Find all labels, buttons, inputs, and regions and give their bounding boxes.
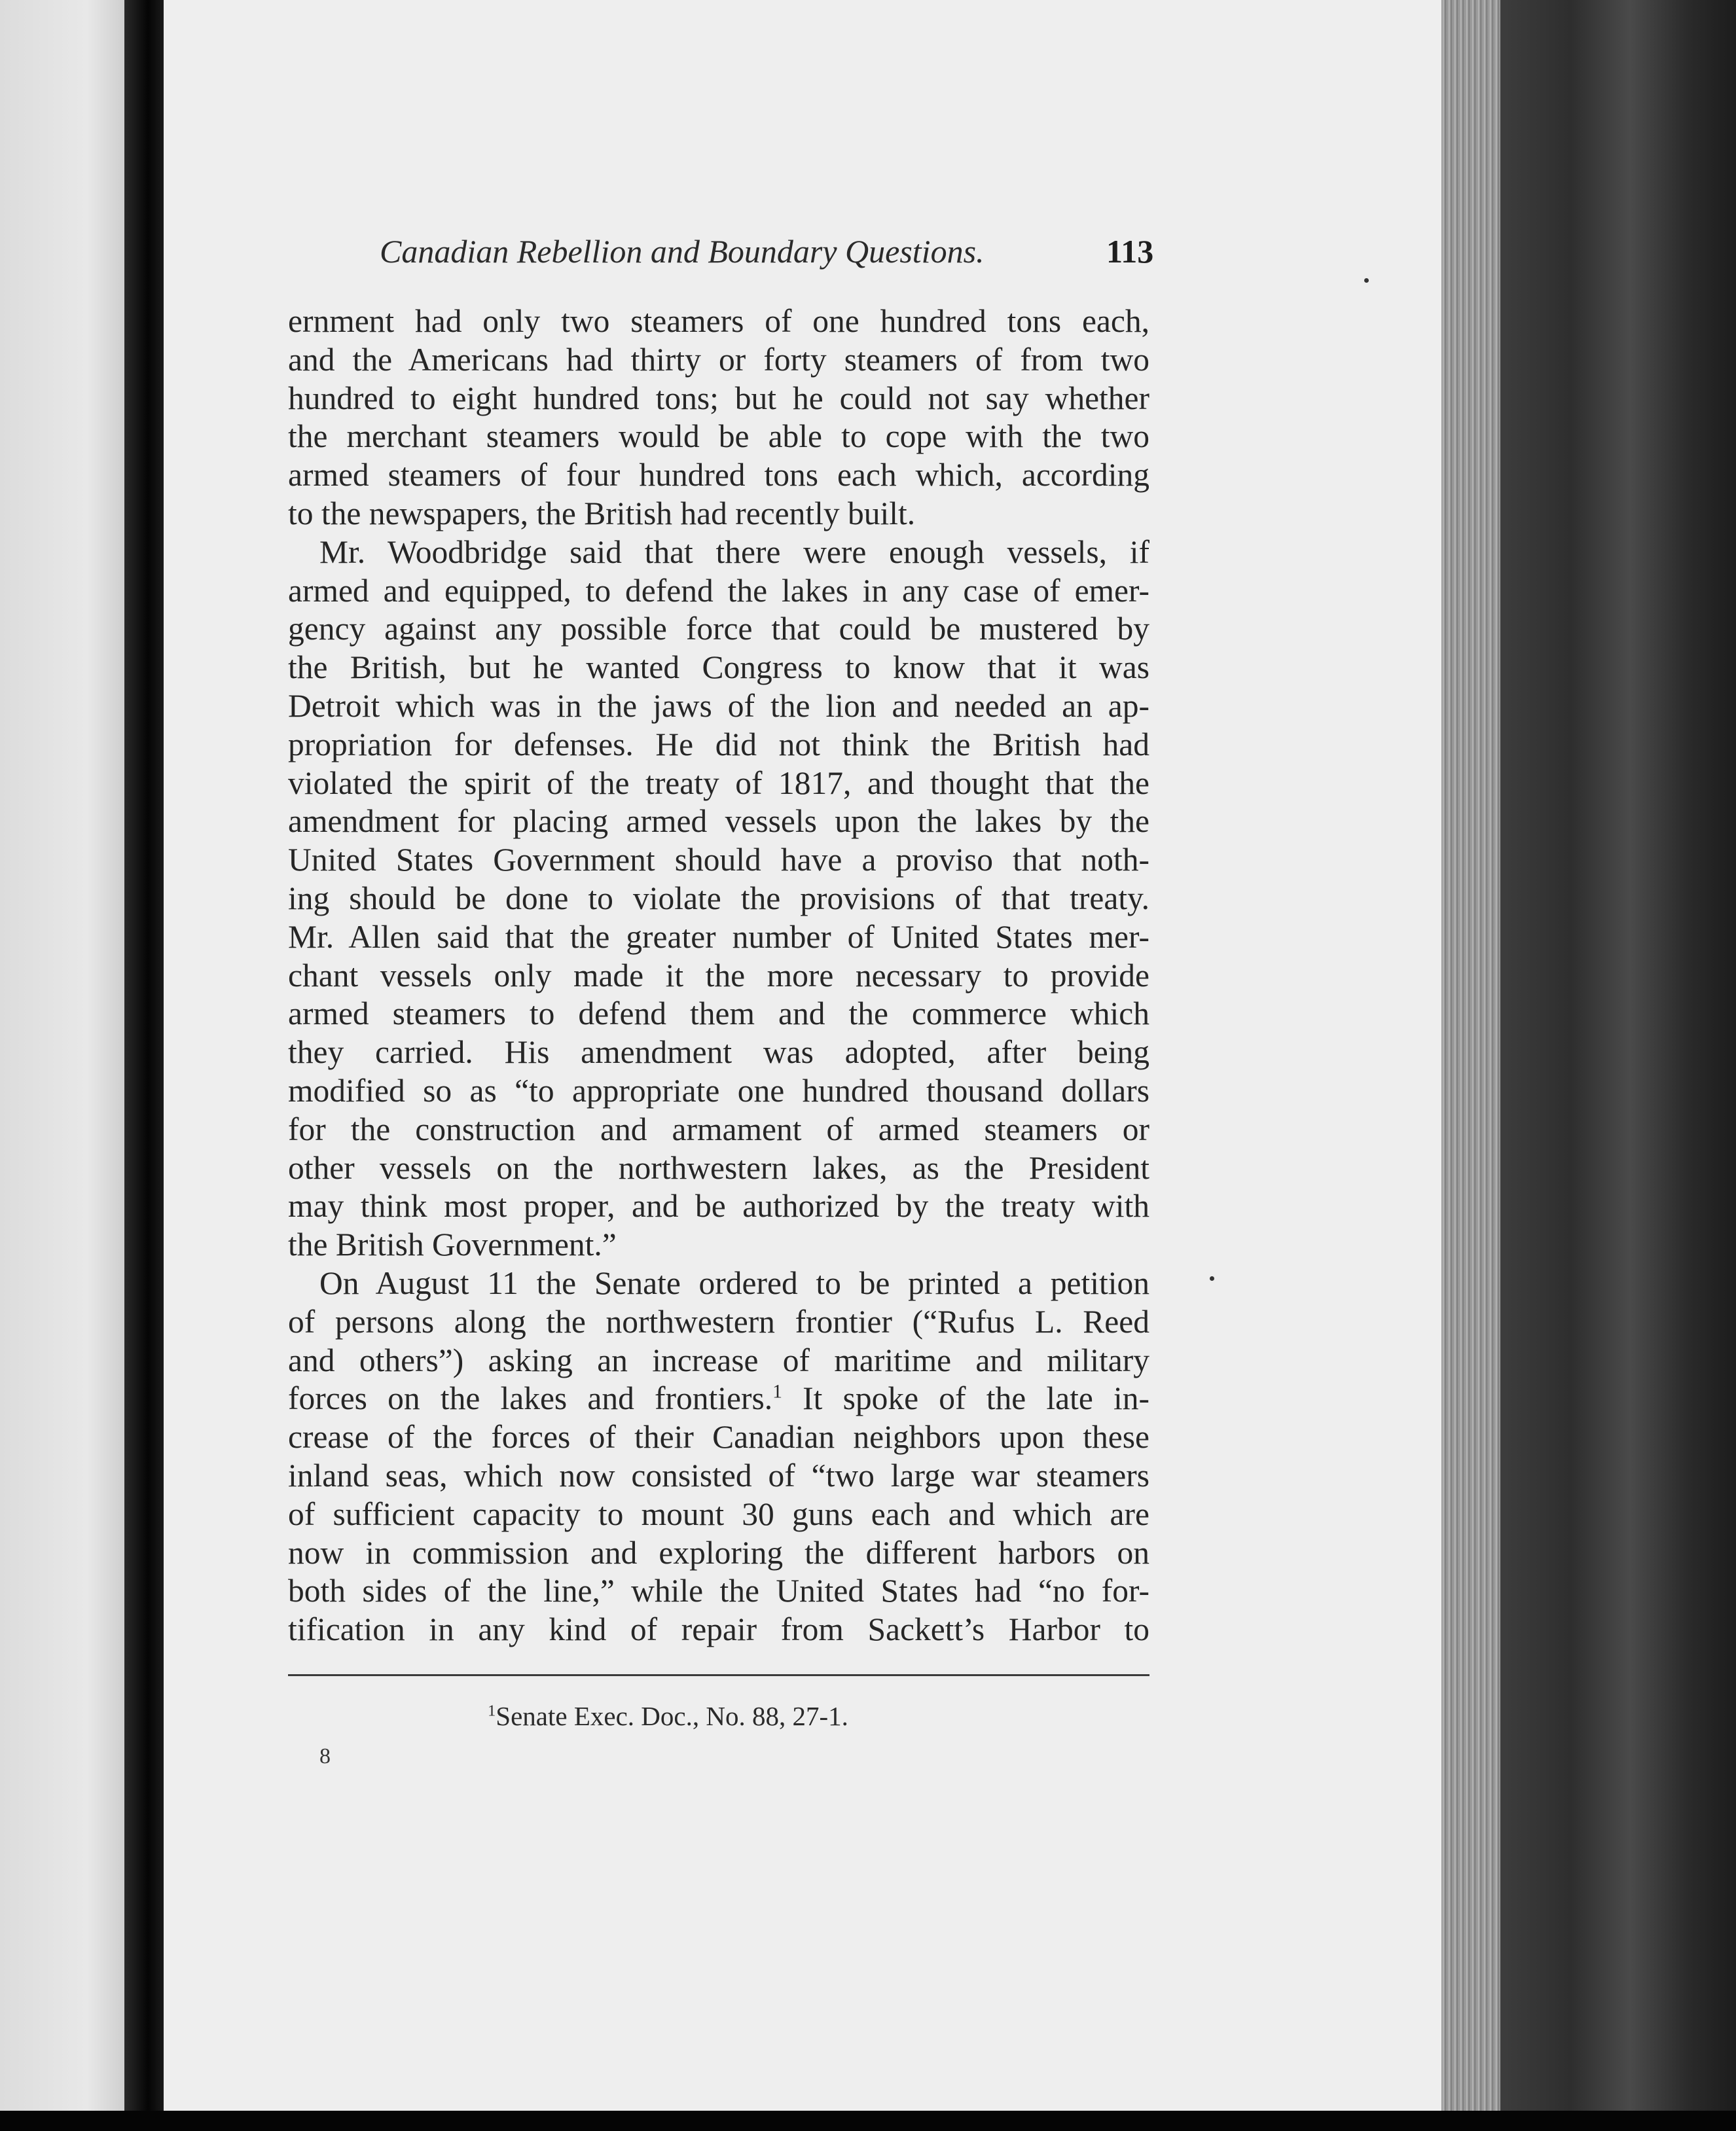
text-line: amendment for placing armed vessels upon the lakes by the [288,803,1149,840]
scan-speck [1364,278,1369,283]
text-line: On August 11 the Senate ordered to be printed a petition [319,1264,1149,1301]
text-line: other vessels on the northwestern lakes, as the President [288,1149,1149,1186]
text-line: gency against any possible force that could be mustered by [288,611,1149,647]
text-line: violated the spirit of the treaty of 1817, and thought that the [288,764,1149,801]
text-line: tification in any kind of repair from Sackett’s Harbor to [288,1611,1149,1648]
text-line: ernment had only two steamers of one hundred tons each, [288,303,1149,339]
text-line: may think most proper, and be authorized by the treaty with [288,1188,1149,1225]
text-line-with-footnote [288,1380,1149,1418]
text-line: the merchant steamers would be able to cope with the two [288,418,1149,455]
text-line: chant vessels only made it the more necessary to provide [288,957,1149,994]
text-line: armed steamers of four hundred tons each which, according [288,457,1149,493]
text-line: to the newspapers, the British had recently built. [288,495,916,531]
text-line: armed steamers to defend them and the commerce which [288,995,1149,1032]
text-line: the British, but he wanted Congress to know that it was [288,649,1149,686]
running-head-title: Canadian Rebellion and Boundary Questions. [380,233,985,270]
text-line: both sides of the line,” while the United States had “no for- [288,1573,1149,1609]
text-line: they carried. His amendment was adopted, after being [288,1034,1149,1071]
footnote-marker: 1 [772,1381,782,1403]
text-line: for the construction and armament of armed steamers or [288,1111,1149,1147]
text-line: Mr. Allen said that the greater number of United States mer- [288,918,1149,955]
text-line: and the Americans had thirty or forty steamers of from two [288,341,1149,378]
body-text [288,302,1149,1649]
signature-mark: 8 [319,1744,331,1768]
page-block-edge [1441,0,1500,2131]
text-line: armed and equipped, to defend the lakes in any case of emer- [288,572,1149,609]
text-line: now in commission and exploring the different harbors on [288,1534,1149,1571]
text-line: the British Government.” [288,1227,617,1263]
footnote-rule [288,1674,1149,1676]
page-number: 113 [1106,233,1154,270]
scan-speck [1210,1276,1214,1281]
text-line: modified so as “to appropriate one hundred thousand dollars [288,1072,1149,1109]
book-gutter [124,0,164,2131]
text-line: Detroit which was in the jaws of the lion and needed an ap- [288,687,1149,724]
text-line-start: forces on the lakes and frontiers. [288,1380,773,1417]
text-line: ing should be done to violate the provisions of that treaty. [288,880,1149,916]
footnote-text: Senate Exec. Doc., No. 88, 27-1. [496,1701,848,1731]
footnote [488,1700,848,1732]
text-line: inland seas, which now consisted of “two large war steamers [288,1457,1149,1494]
text-line: United States Government should have a proviso that noth- [288,842,1149,878]
text-line: and others”) asking an increase of maritime and military [288,1342,1149,1378]
footnote-number: 1 [488,1702,496,1720]
text-line: hundred to eight hundred tons; but he could not say whether [288,380,1149,416]
text-line: propriation for defenses. He did not think the British had [288,726,1149,762]
left-page-edge [0,0,124,2131]
text-line: Mr. Woodbridge said that there were enough vessels, if [319,533,1149,570]
bottom-shadow [0,2111,1736,2131]
text-line: of sufficient capacity to mount 30 guns each and which are [288,1495,1149,1532]
book-cover-edge [1500,0,1736,2131]
text-line-end: It spoke of the late in- [782,1380,1149,1417]
text-line: of persons along the northwestern frontier (“Rufus L. Reed [288,1303,1149,1340]
text-line: crease of the forces of their Canadian neighbors upon these [288,1419,1149,1456]
